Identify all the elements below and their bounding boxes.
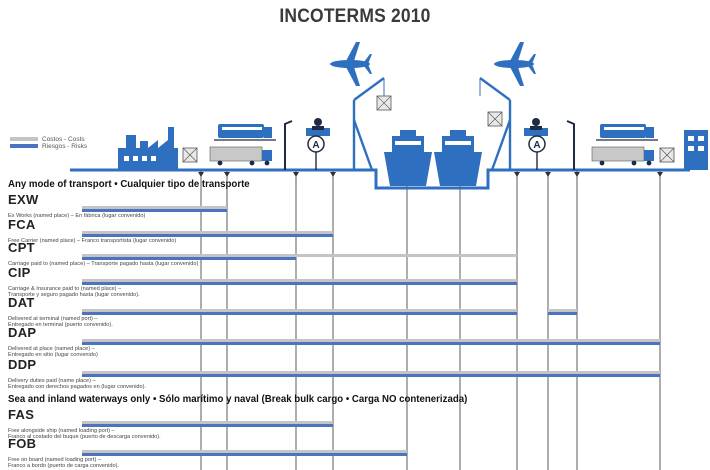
- customs-sign-icon: [308, 136, 324, 170]
- risk-bar-fob: [82, 453, 407, 456]
- train-icon: [596, 124, 658, 140]
- term-description-line: Free alongside ship (named loading port) –: [8, 428, 115, 434]
- term-code: CIP: [8, 265, 31, 280]
- term-description: [8, 457, 119, 470]
- term-code: DAP: [8, 325, 37, 340]
- risk-bar-ddp: [82, 374, 660, 377]
- station-arrow-import-truck: [574, 172, 580, 177]
- station-arrow-seller: [198, 172, 204, 177]
- page-title: INCOTERMS 2010: [279, 6, 431, 27]
- station-arrow-import-port: [514, 172, 520, 177]
- term-description-line: Franco a bordo (puerto de carga convenido).: [8, 463, 120, 470]
- legend-swatch-risks: [10, 144, 38, 148]
- term-description-line: Delivered at place (named place) –: [8, 346, 95, 352]
- term-code: DAT: [8, 295, 35, 310]
- risk-bar-cpt: [82, 257, 296, 260]
- term-description-line: Delivered at terminal (named port) –: [8, 316, 98, 322]
- svg-text:A: A: [312, 140, 320, 151]
- section-heading-any-mode: Any mode of transport • Cualquier tipo de transporte: [8, 178, 250, 190]
- lamp-post-icon: [567, 121, 574, 170]
- risk-bar-extra-dat: [548, 312, 577, 315]
- risk-bar-fas: [82, 424, 333, 427]
- cargo-box-icon: [488, 112, 502, 126]
- term-code: DDP: [8, 357, 37, 372]
- section-heading-sea: Sea and inland waterways only • Sólo marítimo y naval (Break bulk cargo • Carga NO contenerizada): [8, 393, 468, 405]
- legend-risks: [10, 142, 87, 150]
- risk-bar-fca: [82, 234, 333, 237]
- term-description-line: Free on board (named loading port) –: [8, 457, 101, 463]
- station-arrow-export-truck: [224, 172, 230, 177]
- station-arrow-import-customs: [545, 172, 551, 177]
- term-code: CPT: [8, 240, 35, 255]
- airplane-icon: [330, 42, 372, 86]
- cargo-box-icon: [377, 96, 391, 110]
- risk-bar-dap: [82, 342, 660, 345]
- ship-icon: [434, 130, 482, 186]
- station-arrow-export-port: [330, 172, 336, 177]
- term-description-line: Transporte y seguro pagado hasta (lugar convenido).: [8, 292, 140, 299]
- truck-icon: [592, 147, 654, 165]
- legend-label-costs: Costos - Costs: [42, 135, 85, 143]
- cargo-box-icon: [183, 148, 197, 162]
- risk-bar-cip: [82, 282, 517, 285]
- risk-bar-dat: [82, 312, 517, 315]
- term-description-line: Entregado con derechos pagados en (lugar convenido).: [8, 384, 147, 391]
- crane-icon: [354, 78, 384, 170]
- truck-icon: [210, 147, 272, 165]
- warehouse-icon: [684, 130, 708, 170]
- lamp-post-icon: [285, 121, 292, 170]
- term-code: FOB: [8, 436, 37, 451]
- station-arrow-export-customs: [293, 172, 299, 177]
- svg-text:A: A: [533, 140, 541, 151]
- term-code: FAS: [8, 407, 35, 422]
- term-description-line: Free Carrier (named place) – Franco transportista (lugar convenido): [8, 238, 177, 244]
- factory-icon: [118, 127, 178, 170]
- term-description: [8, 378, 146, 391]
- term-code: FCA: [8, 217, 36, 232]
- cargo-box-icon: [660, 148, 674, 162]
- term-description-line: Entregado en sitio (lugar convenido): [8, 352, 98, 359]
- term-description-line: Franco al costado del buque (puerto de descarga convenido).: [8, 434, 161, 441]
- customs-officer-icon: [306, 118, 330, 136]
- train-icon: [214, 124, 276, 140]
- legend-swatch-costs: [10, 137, 38, 141]
- station-arrow-buyer: [657, 172, 663, 177]
- customs-sign-icon: [529, 136, 545, 170]
- ship-icon: [384, 130, 432, 186]
- term-code: EXW: [8, 192, 39, 207]
- term-description-line: Entregado en terminal (puerto convenido).: [8, 322, 113, 329]
- term-description-line: Ex Works (named place) – En fábrica (lugar convenido): [8, 213, 146, 219]
- legend-label-risks: Riesgos - Risks: [42, 142, 88, 150]
- term-description-line: Delivery duties paid (name place) –: [8, 378, 96, 384]
- term-description-line: Carriage paid to (named place) – Transporte pagado hasta (lugar convenido): [8, 261, 199, 267]
- term-description-line: Carriage & Insurance paid to (named place) –: [8, 286, 122, 292]
- risk-bar-exw: [82, 209, 227, 212]
- airplane-icon: [494, 42, 536, 86]
- customs-officer-icon: [524, 118, 548, 136]
